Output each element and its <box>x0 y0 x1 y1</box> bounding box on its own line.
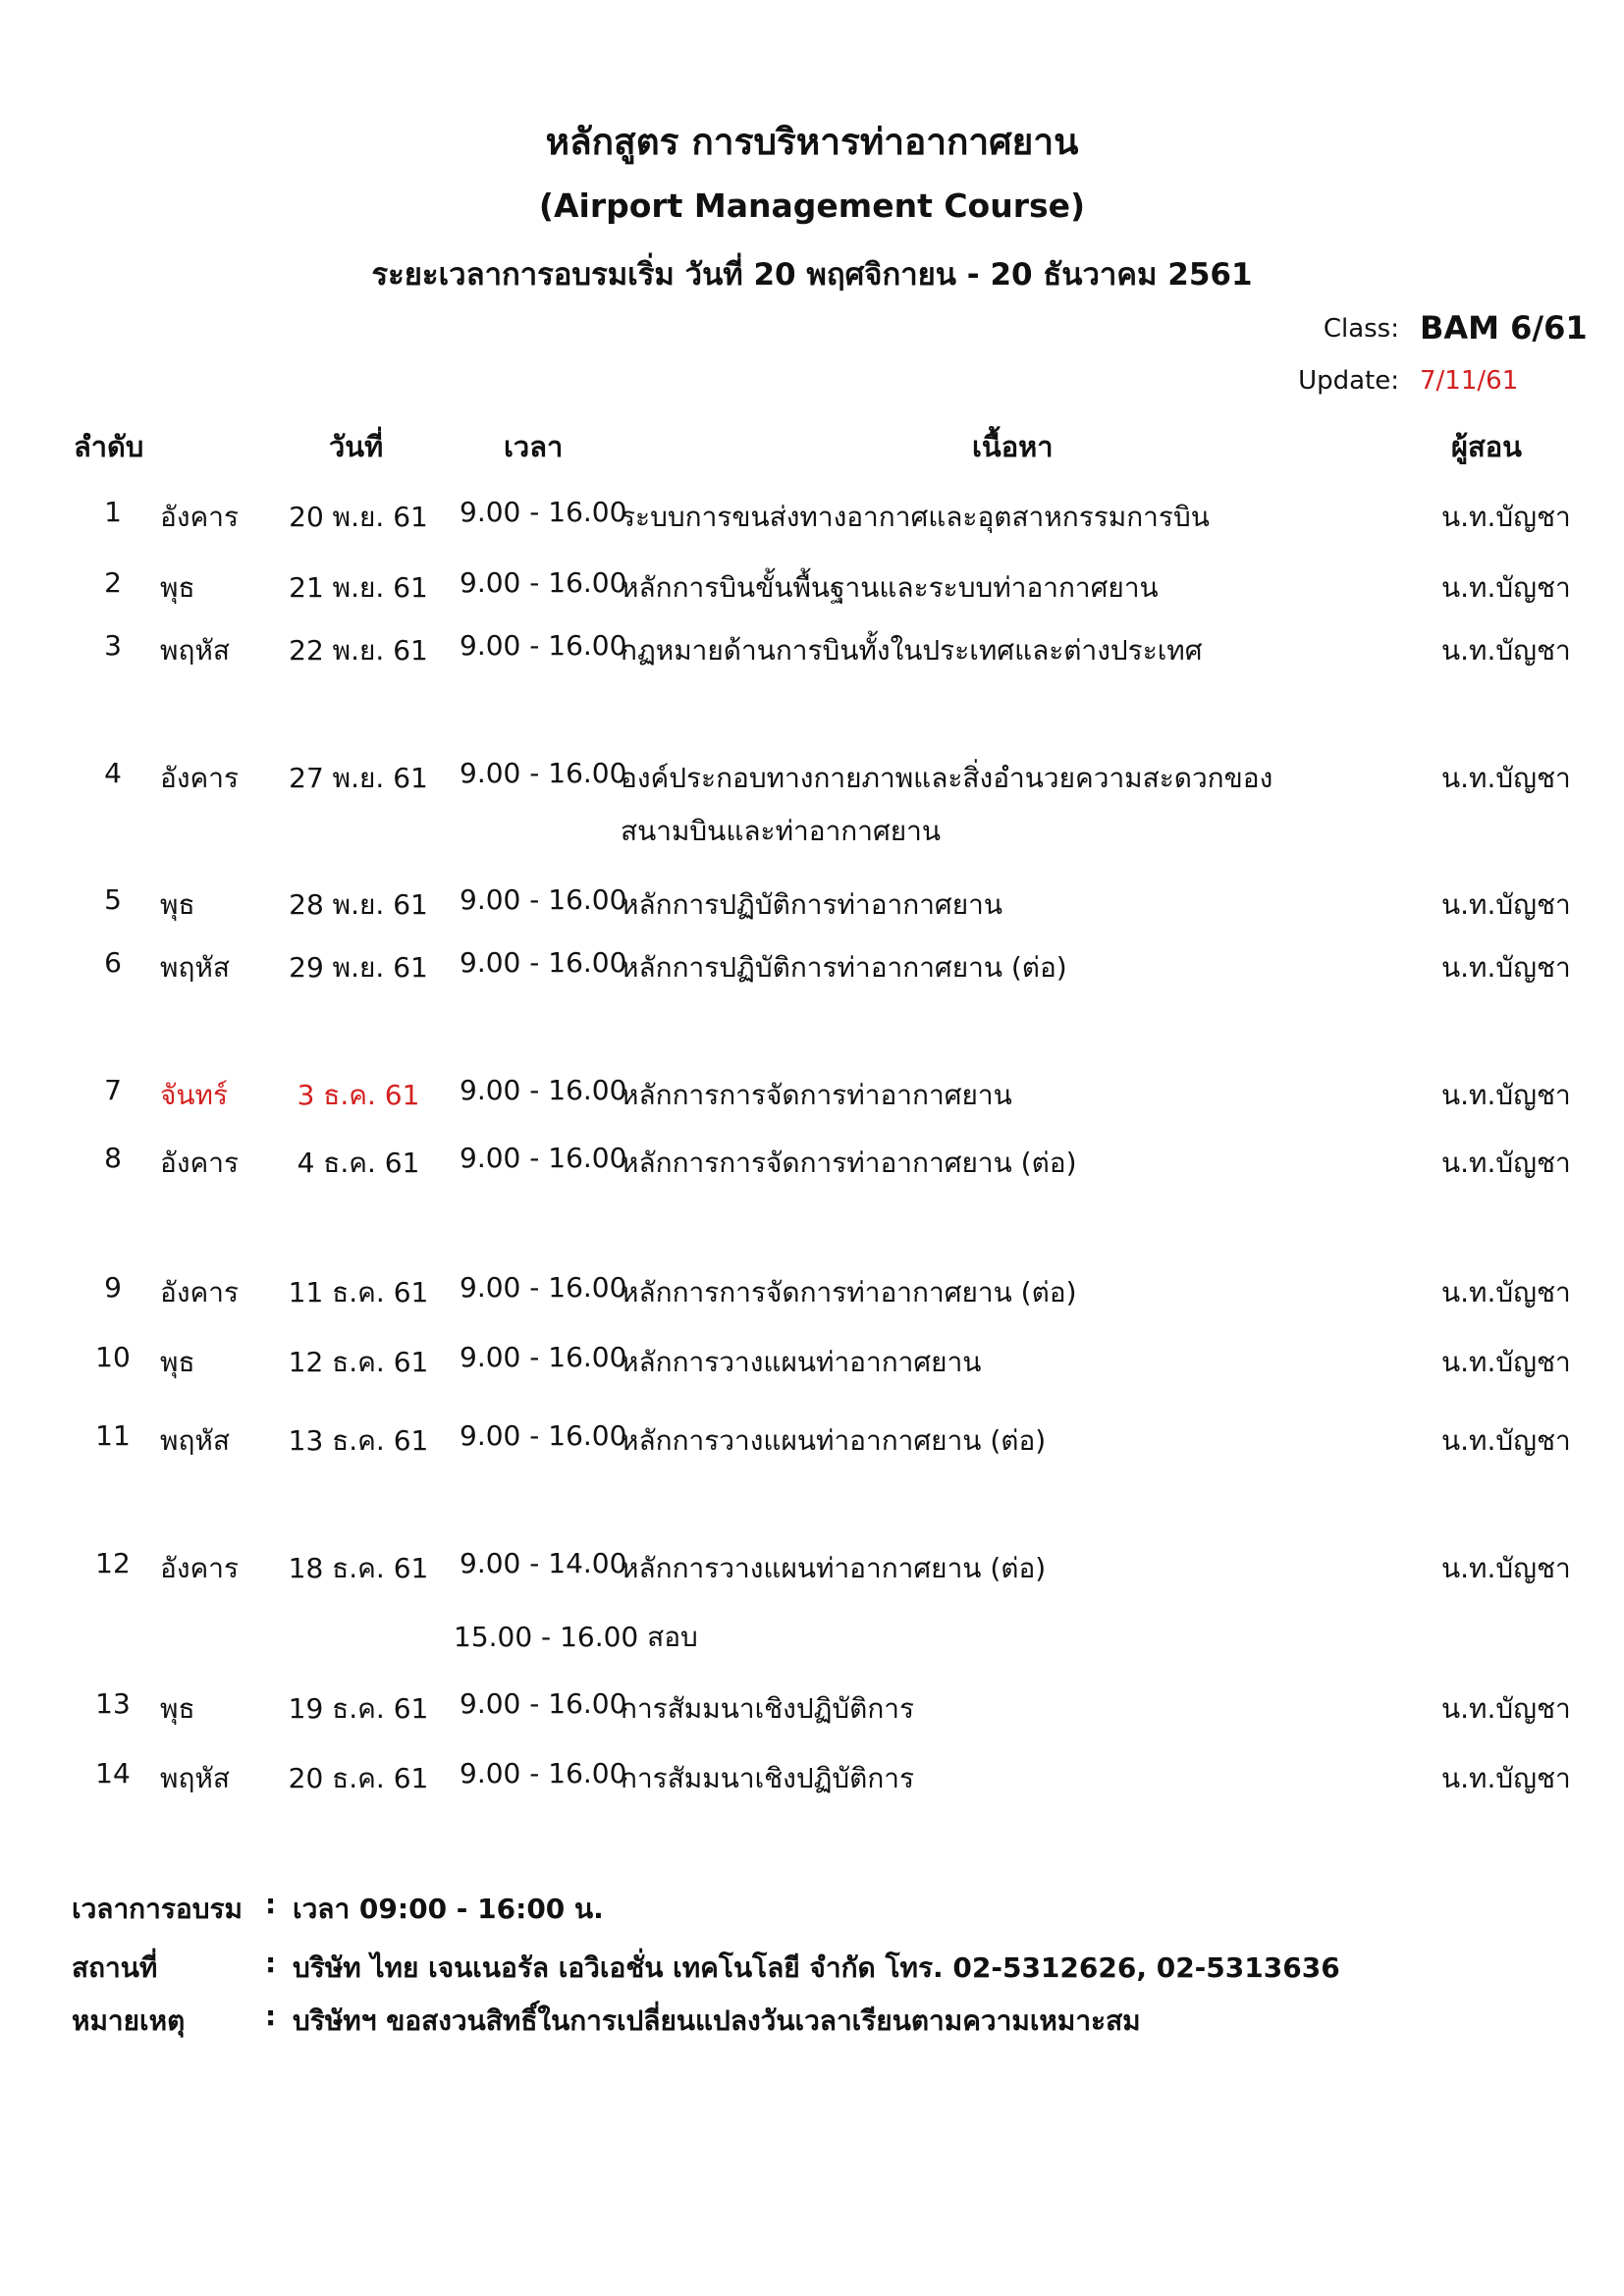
row-content: องค์ประกอบทางกายภาพและสิ่งอำนวยความสะดวกของ <box>621 762 1273 794</box>
row-instructor: น.ท.บัญชา <box>1441 1552 1571 1584</box>
update-label: Update: <box>1298 366 1399 396</box>
row-number: 10 <box>95 1341 131 1373</box>
row-instructor: น.ท.บัญชา <box>1441 1276 1571 1308</box>
row-number: 8 <box>104 1142 122 1174</box>
footer-label: หมายเหตุ <box>72 2004 186 2037</box>
row-instructor: น.ท.บัญชา <box>1441 501 1571 533</box>
row-number: 5 <box>104 883 122 916</box>
col-header-date: วันที่ <box>329 430 384 463</box>
row-date: 12 ธ.ค. 61 <box>288 1346 429 1378</box>
row-date: 21 พ.ย. 61 <box>289 571 428 604</box>
row-instructor: น.ท.บัญชา <box>1441 1424 1571 1457</box>
row-instructor: น.ท.บัญชา <box>1441 1346 1571 1378</box>
row-date: 18 ธ.ค. 61 <box>288 1552 429 1584</box>
row-number: 12 <box>95 1547 131 1579</box>
row-day: อังคาร <box>160 762 239 794</box>
col-header-instructor: ผู้สอน <box>1451 430 1522 463</box>
row-number: 6 <box>104 946 122 979</box>
row-time: 9.00 - 16.00 <box>460 629 627 662</box>
row-content: หลักการวางแผนท่าอากาศยาน <box>621 1346 982 1378</box>
footer-value: เวลา 09:00 - 16:00 น. <box>293 1893 604 1925</box>
row-date: 22 พ.ย. 61 <box>289 634 428 667</box>
row-instructor: น.ท.บัญชา <box>1441 762 1571 794</box>
row-number: 11 <box>95 1419 131 1452</box>
footer-separator: : <box>265 2000 277 2032</box>
col-header-no: ลำดับ <box>74 430 144 463</box>
row-instructor: น.ท.บัญชา <box>1441 1079 1571 1111</box>
class-value: BAM 6/61 <box>1420 309 1588 347</box>
row-time: 9.00 - 16.00 <box>460 1687 627 1720</box>
row-content: หลักการการจัดการท่าอากาศยาน <box>621 1079 1012 1111</box>
row-day: อังคาร <box>160 501 239 533</box>
row-time: 9.00 - 16.00 <box>460 1271 627 1304</box>
row-content: หลักการการจัดการท่าอากาศยาน (ต่อ) <box>621 1147 1077 1179</box>
row-content: การสัมมนาเชิงปฏิบัติการ <box>621 1692 915 1725</box>
row-day: อังคาร <box>160 1276 239 1308</box>
row-content: ระบบการขนส่งทางอากาศและอุตสาหกรรมการบิน <box>621 501 1210 533</box>
row-content-continued: สนามบินและท่าอากาศยาน <box>621 815 942 847</box>
row-number: 14 <box>95 1757 131 1789</box>
row-day: พุธ <box>160 888 195 921</box>
row-content: หลักการวางแผนท่าอากาศยาน (ต่อ) <box>621 1552 1047 1584</box>
row-time: 9.00 - 14.00 <box>460 1547 627 1579</box>
footer-value: บริษัท ไทย เจนเนอรัล เอวิเอชั่น เทคโนโลยี จำกัด โทร. 02-5312626, 02-5313636 <box>293 1951 1340 1984</box>
training-period: ระยะเวลาการอบรมเริ่ม วันที่ 20 พฤศจิกายน - 20 ธันวาคม 2561 <box>371 257 1253 293</box>
row-date: 19 ธ.ค. 61 <box>288 1692 429 1725</box>
footer-label: เวลาการอบรม <box>72 1893 243 1925</box>
row-time: 9.00 - 16.00 <box>460 946 627 979</box>
footer-separator: : <box>265 1888 277 1920</box>
row-date: 28 พ.ย. 61 <box>289 888 428 921</box>
row-number: 7 <box>104 1074 122 1106</box>
update-value: 7/11/61 <box>1420 366 1519 396</box>
row-day: พุธ <box>160 571 195 604</box>
row-day: จันทร์ <box>160 1079 229 1111</box>
row-instructor: น.ท.บัญชา <box>1441 571 1571 604</box>
row-exam-time: 15.00 - 16.00 สอบ <box>454 1621 698 1653</box>
footer-label: สถานที่ <box>72 1951 158 1984</box>
footer-separator: : <box>265 1947 277 1979</box>
row-content: กฏหมายด้านการบินทั้งในประเทศและต่างประเทศ <box>621 634 1203 667</box>
row-date: 4 ธ.ค. 61 <box>297 1147 420 1179</box>
row-content: หลักการวางแผนท่าอากาศยาน (ต่อ) <box>621 1424 1047 1457</box>
row-number: 4 <box>104 757 122 789</box>
row-date: 29 พ.ย. 61 <box>289 951 428 984</box>
row-day: พฤหัส <box>160 951 230 984</box>
row-content: หลักการบินขั้นพื้นฐานและระบบท่าอากาศยาน <box>621 571 1159 604</box>
row-instructor: น.ท.บัญชา <box>1441 888 1571 921</box>
row-time: 9.00 - 16.00 <box>460 1419 627 1452</box>
row-day: พุธ <box>160 1692 195 1725</box>
col-header-content: เนื้อหา <box>972 430 1054 463</box>
page-subtitle: (Airport Management Course) <box>538 187 1086 225</box>
row-day: พฤหัส <box>160 1424 230 1457</box>
row-time: 9.00 - 16.00 <box>460 1757 627 1789</box>
row-content: หลักการปฏิบัติการท่าอากาศยาน <box>621 888 1002 921</box>
page-title: หลักสูตร การบริหารท่าอากาศยาน <box>545 121 1079 163</box>
row-content: การสัมมนาเชิงปฏิบัติการ <box>621 1762 915 1794</box>
row-time: 9.00 - 16.00 <box>460 1341 627 1373</box>
class-label: Class: <box>1323 314 1399 344</box>
row-date: 13 ธ.ค. 61 <box>288 1424 429 1457</box>
row-time: 9.00 - 16.00 <box>460 1074 627 1106</box>
row-day: อังคาร <box>160 1552 239 1584</box>
row-day: อังคาร <box>160 1147 239 1179</box>
row-time: 9.00 - 16.00 <box>460 496 627 528</box>
row-time: 9.00 - 16.00 <box>460 757 627 789</box>
row-number: 13 <box>95 1687 131 1720</box>
row-content: หลักการการจัดการท่าอากาศยาน (ต่อ) <box>621 1276 1077 1308</box>
row-instructor: น.ท.บัญชา <box>1441 1147 1571 1179</box>
row-time: 9.00 - 16.00 <box>460 883 627 916</box>
row-day: พฤหัส <box>160 634 230 667</box>
row-date: 20 พ.ย. 61 <box>289 501 428 533</box>
col-header-time: เวลา <box>504 430 564 463</box>
row-day: พุธ <box>160 1346 195 1378</box>
row-time: 9.00 - 16.00 <box>460 566 627 599</box>
row-instructor: น.ท.บัญชา <box>1441 634 1571 667</box>
row-number: 2 <box>104 566 122 599</box>
row-number: 9 <box>104 1271 122 1304</box>
row-date: 11 ธ.ค. 61 <box>288 1276 429 1308</box>
row-date: 20 ธ.ค. 61 <box>288 1762 429 1794</box>
row-instructor: น.ท.บัญชา <box>1441 951 1571 984</box>
row-instructor: น.ท.บัญชา <box>1441 1692 1571 1725</box>
row-date: 3 ธ.ค. 61 <box>297 1079 420 1111</box>
row-date: 27 พ.ย. 61 <box>289 762 428 794</box>
row-content: หลักการปฏิบัติการท่าอากาศยาน (ต่อ) <box>621 951 1067 984</box>
row-day: พฤหัส <box>160 1762 230 1794</box>
footer-value: บริษัทฯ ขอสงวนสิทธิ์ในการเปลี่ยนแปลงวันเวลาเรียนตามความเหมาะสม <box>293 2004 1141 2037</box>
row-time: 9.00 - 16.00 <box>460 1142 627 1174</box>
row-instructor: น.ท.บัญชา <box>1441 1762 1571 1794</box>
row-number: 1 <box>104 496 122 528</box>
row-number: 3 <box>104 629 122 662</box>
